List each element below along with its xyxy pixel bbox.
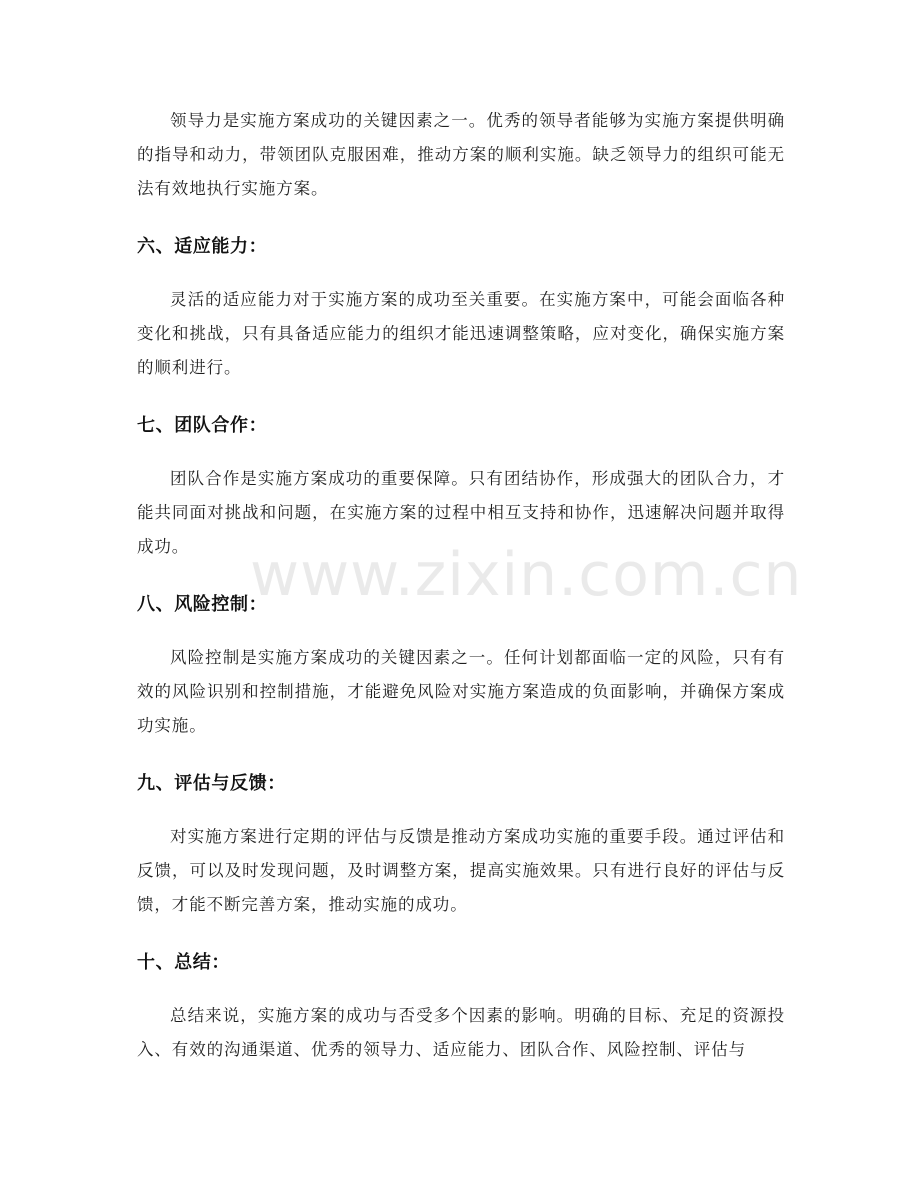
heading-adaptability: 六、适应能力： — [137, 236, 268, 257]
paragraph-teamwork: 团队合作是实施方案成功的重要保障。只有团结协作，形成强大的团队合力，才能共同面对挑战和问题，在实施方案的过程中相互支持和协作，迅速解决问题并取得成功。 — [137, 469, 785, 556]
paragraph-evaluation-feedback: 对实施方案进行定期的评估与反馈是推动方案成功实施的重要手段。通过评估和反馈，可以及时发现问题，及时调整方案，提高实施效果。只有进行良好的评估与反馈，才能不断完善方案，推动实施的成功。 — [137, 827, 785, 914]
watermark: www.zixin.com.cn — [250, 540, 803, 610]
paragraph-risk-control: 风险控制是实施方案成功的关键因素之一。任何计划都面临一定的风险，只有有效的风险识别和控制措施，才能避免风险对实施方案造成的负面影响，并确保方案成功实施。 — [137, 648, 785, 735]
heading-teamwork: 七、团队合作： — [137, 415, 268, 436]
paragraph-leadership: 领导力是实施方案成功的关键因素之一。优秀的领导者能够为实施方案提供明确的指导和动力，带领团队克服困难，推动方案的顺利实施。缺乏领导力的组织可能无法有效地执行实施方案。 — [137, 111, 785, 198]
heading-summary: 十、总结： — [137, 952, 230, 973]
heading-risk-control: 八、风险控制： — [137, 594, 268, 615]
paragraph-adaptability: 灵活的适应能力对于实施方案的成功至关重要。在实施方案中，可能会面临各种变化和挑战，只有具备适应能力的组织才能迅速调整策略，应对变化，确保实施方案的顺利进行。 — [137, 290, 785, 377]
heading-evaluation-feedback: 九、评估与反馈： — [137, 773, 286, 794]
document-content — [137, 104, 785, 1067]
paragraph-summary: 总结来说，实施方案的成功与否受多个因素的影响。明确的目标、充足的资源投入、有效的沟通渠道、优秀的领导力、适应能力、团队合作、风险控制、评估与 — [137, 1006, 785, 1059]
